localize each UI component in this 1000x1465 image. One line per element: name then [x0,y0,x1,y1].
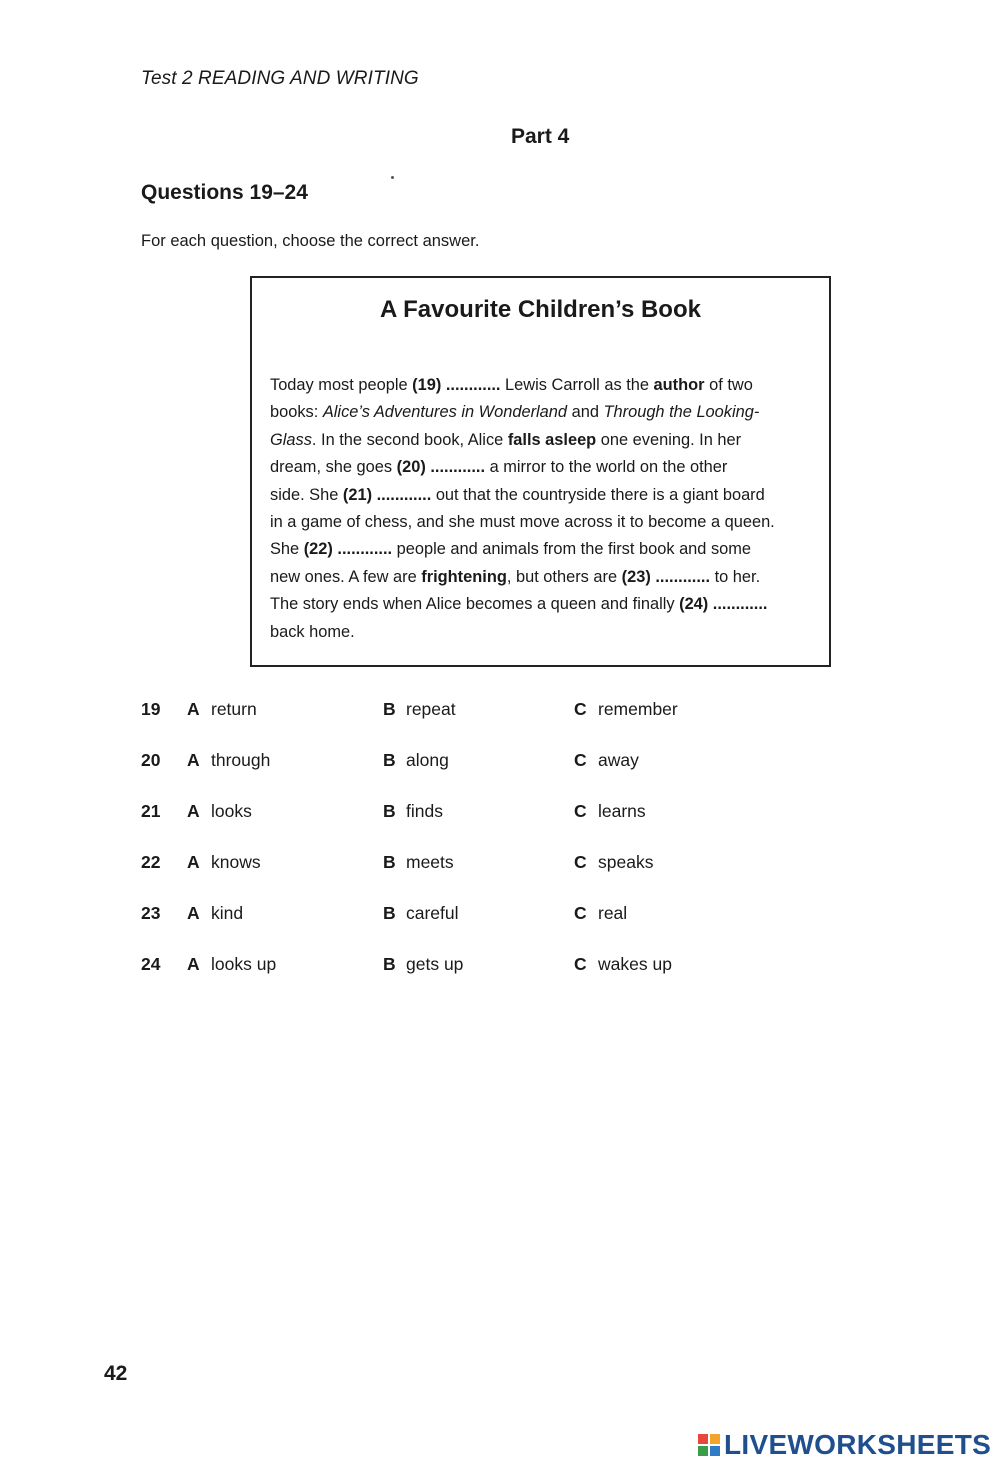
passage-box [250,276,831,667]
passage-line [270,536,826,563]
option-b-letter: B [383,750,396,770]
question-number: 21 [141,801,161,821]
passage-line [270,619,826,646]
gap-marker: (22) ............ [303,540,393,559]
option-a-letter: A [187,699,200,719]
instruction-text: For each question, choose the correct answer. [141,232,480,250]
option-a[interactable]: looks [211,801,252,821]
questions-heading: Questions 19–24 [141,181,308,204]
passage-segment: Glass [270,430,312,449]
passage-line [270,372,826,399]
option-b[interactable]: finds [406,801,443,821]
passage-line [270,591,826,618]
passage-segment: to her. [710,567,761,586]
logo-icon [698,1434,720,1456]
option-c[interactable]: remember [598,699,678,719]
option-b[interactable]: careful [406,903,459,923]
passage-line [270,482,826,509]
option-a-letter: A [187,903,200,923]
liveworksheets-logo[interactable] [698,1428,991,1462]
passage-segment: She [270,540,304,559]
page-number: 42 [104,1362,128,1385]
option-a-letter: A [187,954,200,974]
option-c-letter: C [574,699,587,719]
passage-segment: and [567,403,604,422]
option-c-letter: C [574,903,587,923]
passage-segment: out that the countryside there is a giant board [431,485,765,504]
passage-segment: dream, she goes [270,458,397,477]
passage-segment: Through the Looking- [603,403,760,422]
logo-square [710,1446,720,1456]
gap-marker: (20) ............ [396,458,486,477]
passage-segment: in a game of chess, and she must move across it to become a queen. [270,512,775,531]
logo-square [710,1434,720,1444]
passage-segment: Alice’s Adventures in Wonderland [322,403,568,422]
gap-marker: (21) ............ [342,485,432,504]
passage-segment: new ones. A few are [270,567,422,586]
option-a[interactable]: looks up [211,954,277,974]
passage-segment: author [653,376,705,394]
option-b-letter: B [383,903,396,923]
passage-segment: people and animals from the first book and some [392,540,752,559]
passage-text [270,372,826,646]
option-c-letter: C [574,852,587,872]
option-b-letter: B [383,801,396,821]
print-speck [391,176,394,179]
running-title: Test 2 READING AND WRITING [141,68,419,89]
question-number: 20 [141,750,161,770]
passage-segment: falls asleep [507,430,597,449]
question-number: 24 [141,954,161,974]
logo-square [698,1434,708,1444]
option-b[interactable]: along [406,750,449,770]
option-c[interactable]: speaks [598,852,654,872]
option-c[interactable]: learns [598,801,646,821]
passage-line [270,509,826,536]
passage-line [270,564,826,591]
option-a[interactable]: kind [211,903,244,923]
passage-segment: back home. [270,622,355,641]
option-c[interactable]: wakes up [598,954,672,974]
passage-segment: Lewis Carroll as the [500,376,654,394]
passage-segment: of two [704,376,753,394]
passage-segment: frightening [421,567,507,586]
gap-marker: (19) ............ [412,376,501,394]
passage-line [270,454,826,481]
logo-text: LIVEWORKSHEETS [724,1429,992,1460]
option-c-letter: C [574,954,587,974]
option-a-letter: A [187,852,200,872]
option-a-letter: A [187,750,200,770]
option-c[interactable]: away [598,750,639,770]
part-heading: Part 4 [511,125,570,148]
passage-segment: . In the second book, Alice [311,430,508,449]
option-c-letter: C [574,801,587,821]
question-number: 19 [141,699,161,719]
passage-title: A Favourite Children’s Book [380,296,701,323]
logo-square [698,1446,708,1456]
gap-marker: (24) ............ [679,595,768,614]
question-number: 22 [141,852,161,872]
option-a[interactable]: return [211,699,257,719]
option-b[interactable]: gets up [406,954,464,974]
option-a[interactable]: knows [211,852,261,872]
option-a[interactable]: through [211,750,271,770]
option-b-letter: B [383,699,396,719]
passage-segment: The story ends when Alice becomes a queen and finally [270,595,680,614]
passage-segment: books: [270,403,323,422]
option-b-letter: B [383,954,396,974]
option-b-letter: B [383,852,396,872]
passage-segment: , but others are [506,567,622,586]
passage-line [270,427,826,454]
option-b[interactable]: repeat [406,699,456,719]
passage-segment: one evening. In her [596,430,742,449]
option-a-letter: A [187,801,200,821]
passage-segment: a mirror to the world on the other [485,458,728,477]
question-number: 23 [141,903,161,923]
gap-marker: (23) ............ [621,567,711,586]
option-c-letter: C [574,750,587,770]
passage-segment: Today most people [270,376,413,394]
option-c[interactable]: real [598,903,628,923]
passage-line [270,399,826,426]
passage-segment: side. She [270,485,343,504]
option-b[interactable]: meets [406,852,454,872]
